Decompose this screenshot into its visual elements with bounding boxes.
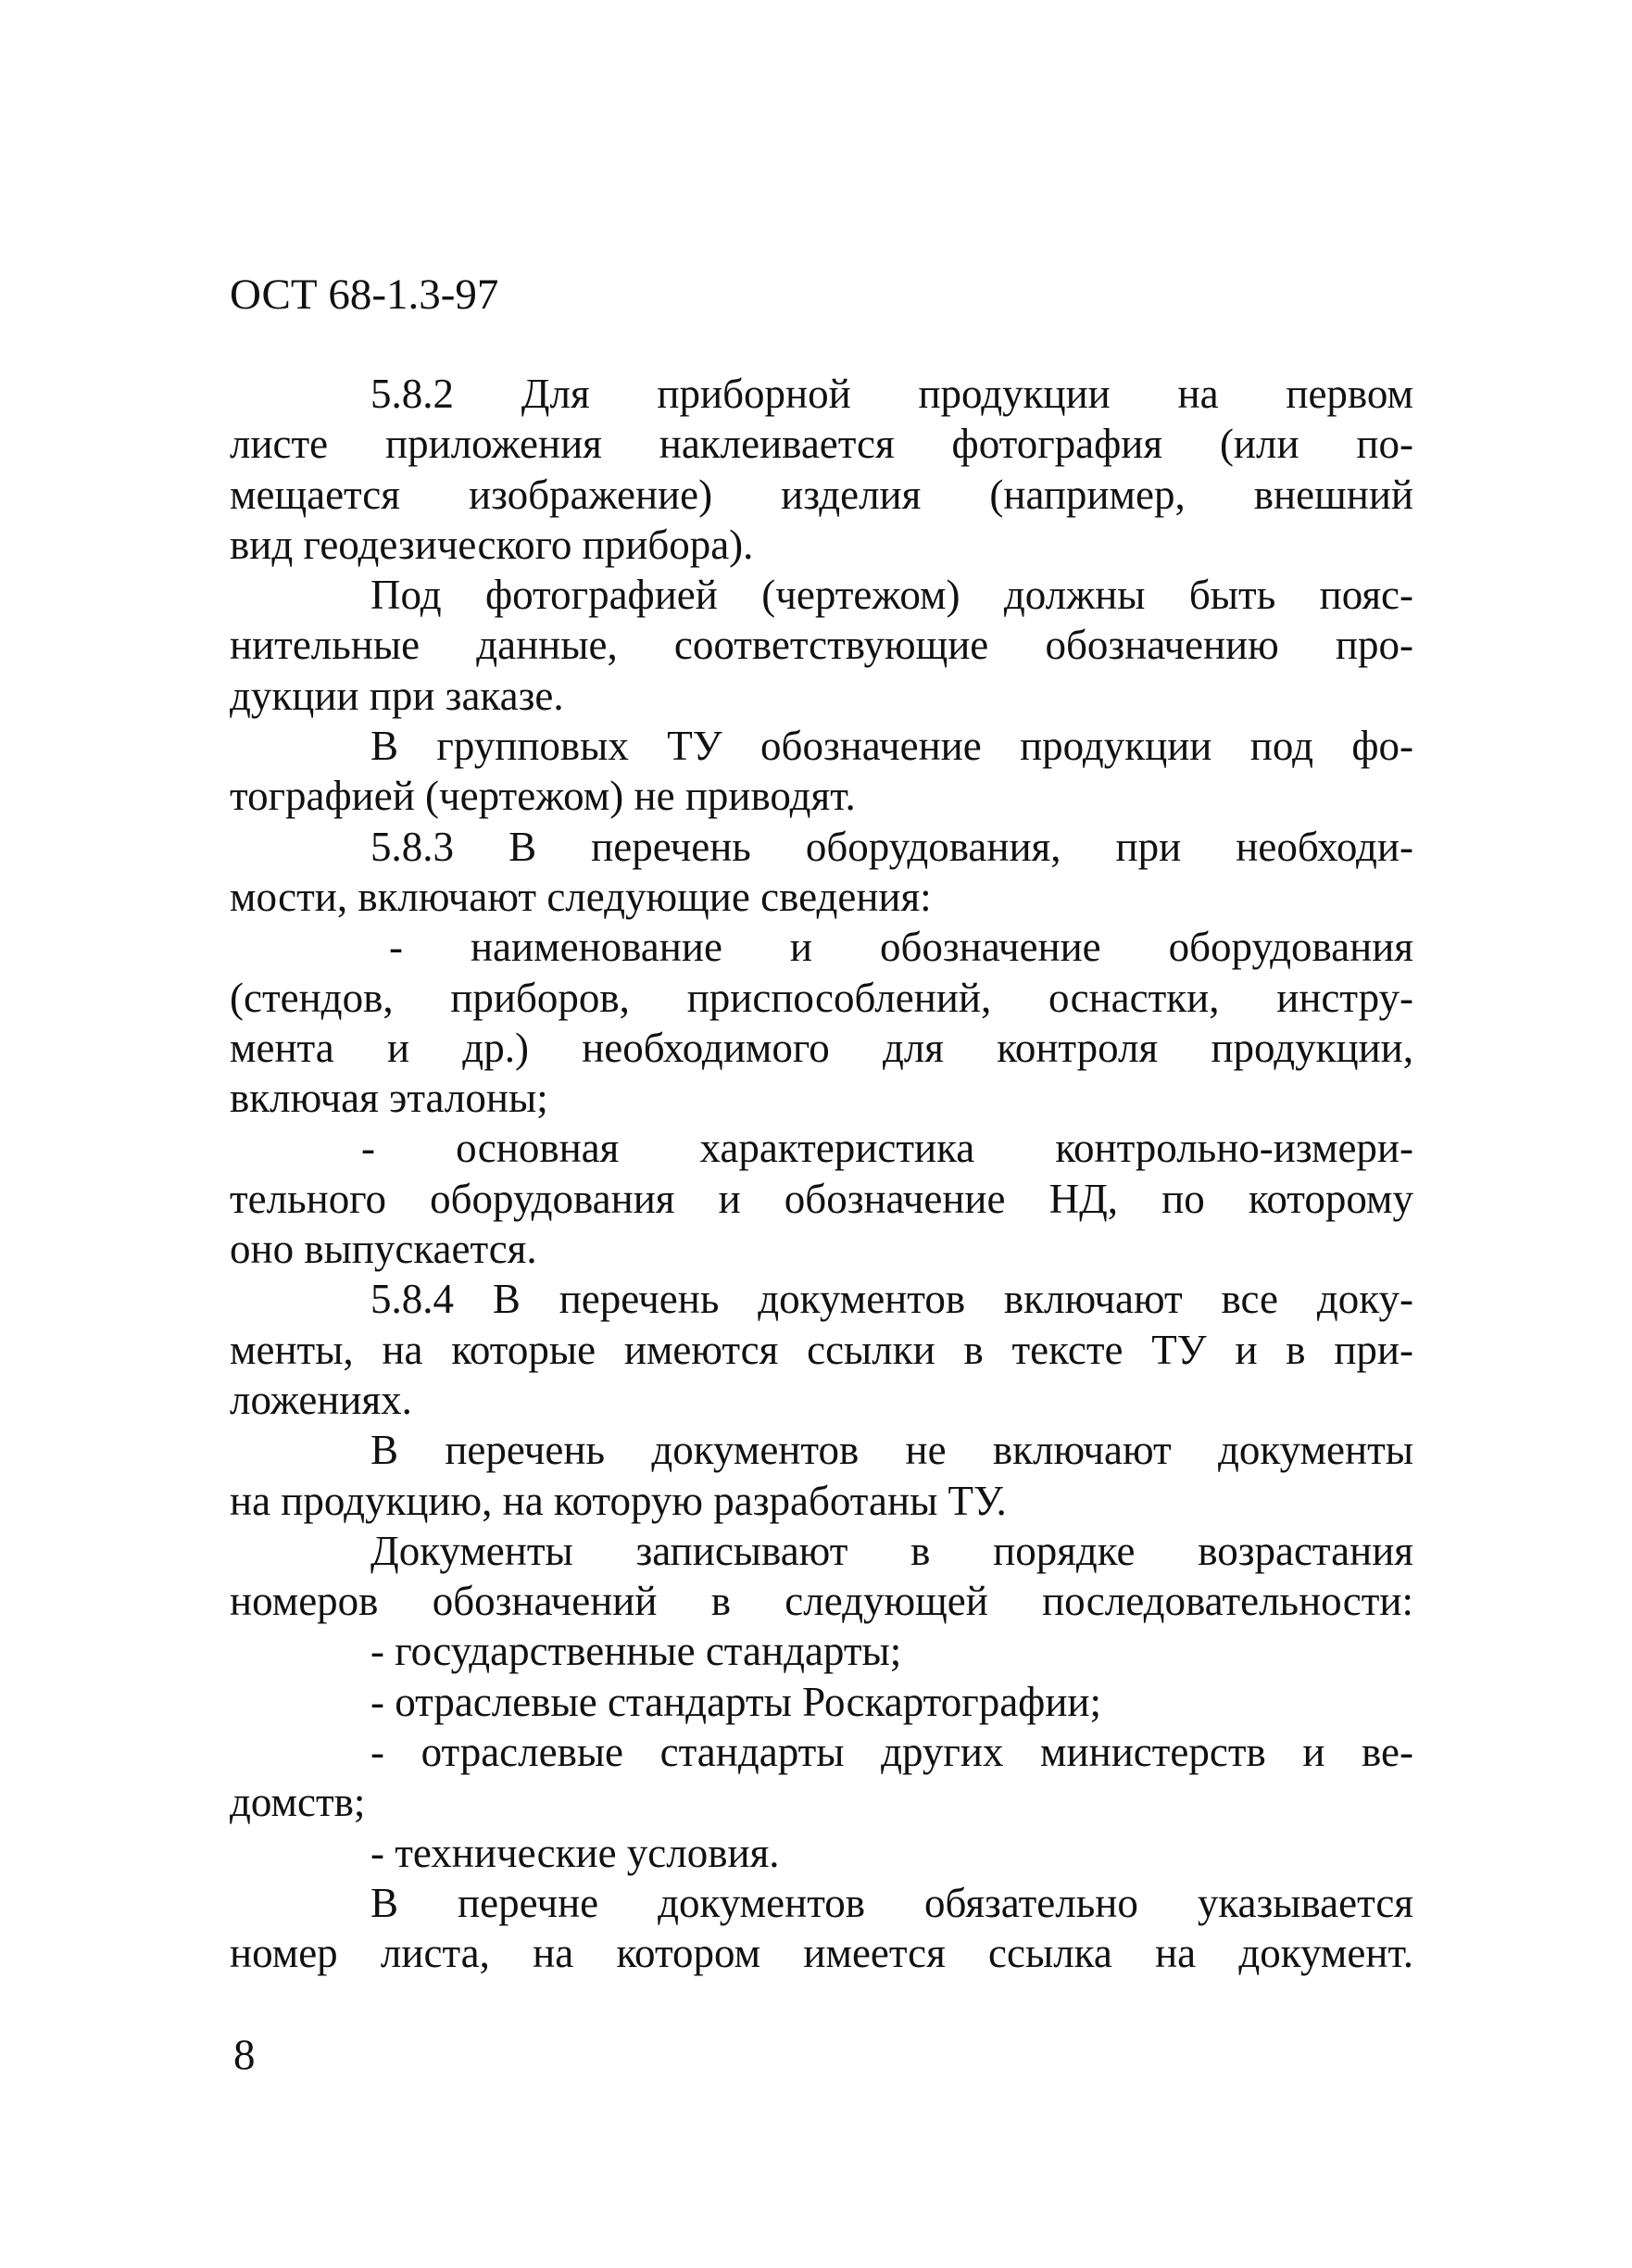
text-line: на продукцию, на которую разработаны ТУ. [230, 1477, 1007, 1524]
text-line: (стендов, приборов, приспособлений, оснастки, инстру- [230, 974, 1413, 1021]
text-line: - наименование и обозначение оборудования [389, 924, 1413, 971]
text-line: номер листа, на котором имеется ссылка на документ. [230, 1930, 1413, 1977]
page-number: 8 [233, 2031, 256, 2079]
document-header: ОСТ 68-1.3-97 [230, 271, 499, 319]
text-line: 5.8.3 В перечень оборудования, при необходи- [370, 823, 1413, 870]
text-line: менты, на которые имеются ссылки в тексте ТУ и в при- [230, 1326, 1413, 1373]
text-line: листе приложения наклеивается фотография (или по- [230, 421, 1413, 468]
text-line: тельного оборудования и обозначение НД, по которому [230, 1175, 1413, 1222]
text-line: тографией (чертежом) не приводят. [230, 773, 856, 820]
text-line: - отраслевые стандарты Роскартографии; [370, 1678, 1101, 1725]
text-line: вид геодезического прибора). [230, 521, 754, 568]
text-line: В групповых ТУ обозначение продукции под фо- [370, 723, 1413, 770]
text-line: 5.8.4 В перечень документов включают все доку- [370, 1276, 1413, 1323]
text-line: 5.8.2 Для приборной продукции на первом [370, 371, 1413, 417]
text-line: мещается изображение) изделия (например, внешний [230, 471, 1413, 518]
document-body [230, 369, 1413, 1979]
text-line: ложениях. [230, 1376, 412, 1423]
text-line: включая эталоны; [230, 1075, 548, 1122]
text-line: - отраслевые стандарты других министерств и ве- [370, 1729, 1413, 1776]
text-line: - государственные стандарты; [370, 1628, 902, 1675]
text-line: - основная характеристика контрольно-измери- [361, 1125, 1413, 1172]
text-line: мента и др.) необходимого для контроля продукции, [230, 1024, 1413, 1071]
text-line: Документы записывают в порядке возрастания [370, 1527, 1413, 1574]
text-line: оно выпускается. [230, 1226, 537, 1273]
text-line: - технические условия. [370, 1829, 780, 1876]
text-line: мости, включают следующие сведения: [230, 873, 932, 920]
text-line: домств; [230, 1779, 366, 1826]
text-line: номеров обозначений в следующей последовательности: [230, 1578, 1413, 1625]
text-line: В перечень документов не включают документы [370, 1427, 1413, 1474]
text-line: нительные данные, соответствующие обозначению про- [230, 622, 1413, 669]
text-line: Под фотографией (чертежом) должны быть пояс- [370, 572, 1413, 619]
text-line: В перечне документов обязательно указывается [370, 1879, 1413, 1926]
text-line: дукции при заказе. [230, 672, 564, 719]
